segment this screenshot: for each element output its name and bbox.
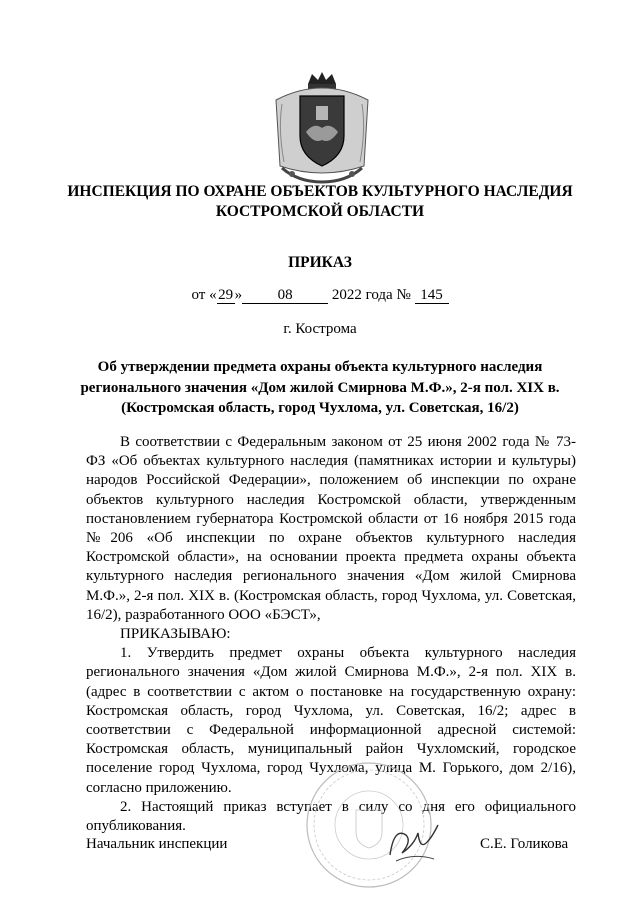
- kostroma-coat-of-arms-icon: [268, 70, 376, 188]
- order-item-1: 1. Утвердить предмет охраны объекта культурного наследия регионального значения «Дом жилой Смирнова М.Ф.», 2-я пол. XIX в. (адрес в соответствии с актом о постановке на государственную охрану: Костромская область, город Чухлома, ул. Советская, 16/2; адрес в соответствии с Федеральной информационной адресной системой: Костромская область, муниципальный район Чухломский, городское поселение город Чухлома, город Чухлома, улица М. Горького, дом 2/16), согласно приложению.: [86, 645, 576, 796]
- order-item-2: 2. Настоящий приказ вступает в силу со дня его официального опубликования.: [86, 798, 576, 835]
- preamble-paragraph: В соответствии с Федеральным законом от 25 июня 2002 года № 73-ФЗ «Об объектах культурного наследия (памятниках истории и культуры) народов Российской Федерации», положением об инспекции по охране объектов культурного наследия Костромской области, утвержденным постановлением губернатора Костромской области от 16 ноября 2015 года №206 «Об инспекции по охране объектов культурного наследия Костромской области», на основании проекта предмета охраны объекта культурного наследия регионального значения «Дом жилой Смирнова М.Ф.», 2-я пол. XIX в. (Костромская область, город Чухлома, ул. Советская, 16/2), разработанного ООО «БЭСТ»,: [86, 434, 576, 623]
- order-month: 08: [242, 287, 328, 304]
- organization-name: ИНСПЕКЦИЯ ПО ОХРАНЕ ОБЪЕКТОВ КУЛЬТУРНОГО НАСЛЕДИЯ КОСТРОМСКОЙ ОБЛАСТИ: [67, 183, 573, 220]
- order-city: г. Кострома: [283, 321, 357, 337]
- order-number: 145: [415, 287, 449, 304]
- order-subject: Об утверждении предмета охраны объекта культурного наследия регионального значения «Дом жилой Смирнова М.Ф.», 2-я пол. XIX в. (Костромская область, город Чухлома, ул. Советская, 16/2): [80, 359, 560, 416]
- order-year: 2022 года №: [331, 287, 411, 303]
- handwritten-signature-icon: [384, 815, 444, 871]
- document-title: ПРИКАЗ: [288, 254, 352, 271]
- signatory-name: С.Е. Голикова: [480, 836, 569, 852]
- date-sep: »: [234, 287, 243, 303]
- order-day: 29: [218, 287, 234, 303]
- date-prefix: от «: [191, 287, 217, 303]
- order-word: ПРИКАЗЫВАЮ:: [120, 626, 231, 643]
- order-date-line: [0, 287, 640, 304]
- signatory-position: Начальник инспекции: [86, 836, 228, 852]
